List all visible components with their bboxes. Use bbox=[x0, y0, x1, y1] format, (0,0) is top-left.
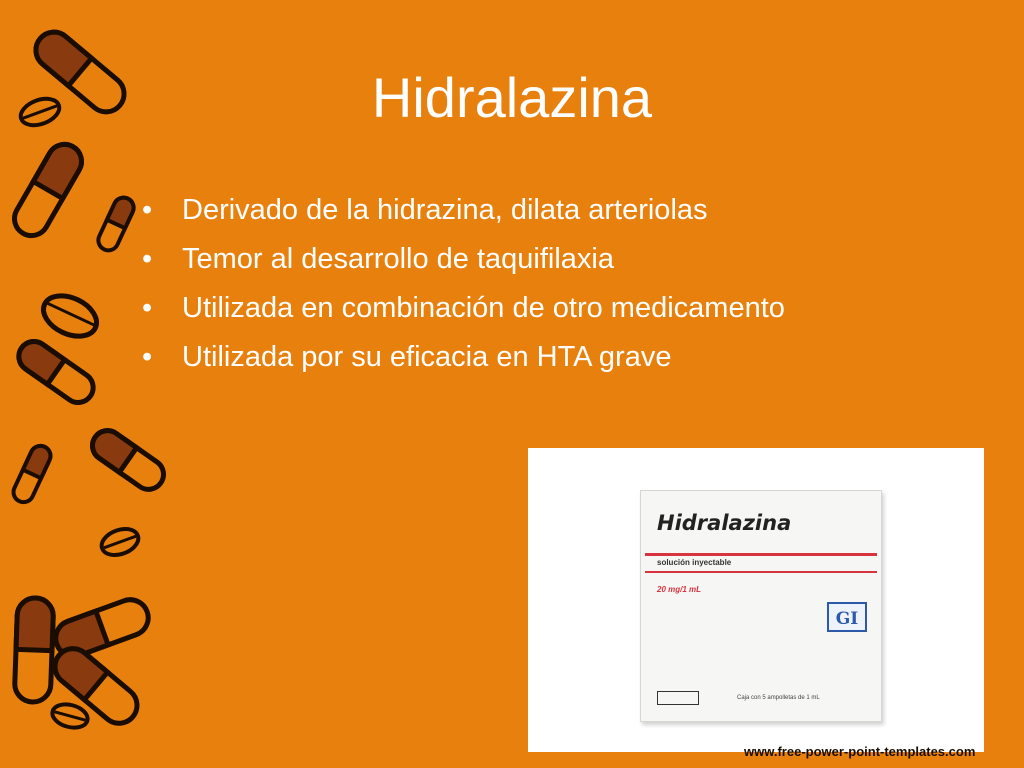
box-dose-label: 20 mg/1 mL bbox=[657, 585, 702, 594]
tablet-icon bbox=[50, 701, 90, 732]
capsule-icon bbox=[13, 336, 99, 409]
capsule-icon bbox=[87, 425, 170, 495]
product-photo bbox=[528, 448, 984, 752]
bullet-icon: • bbox=[142, 341, 153, 373]
bullet-icon: • bbox=[142, 243, 153, 275]
bullet-list bbox=[140, 186, 785, 382]
tablet-icon bbox=[17, 94, 63, 130]
capsule-icon bbox=[8, 138, 87, 242]
capsule-icon bbox=[95, 194, 137, 253]
bullet-item bbox=[140, 284, 785, 333]
box-solution-label: solución inyectable bbox=[657, 558, 732, 567]
pills-decoration bbox=[0, 0, 180, 768]
bullet-item bbox=[140, 235, 785, 284]
bullet-text: Utilizada por su eficacia en HTA grave bbox=[182, 341, 672, 373]
bullet-text: Temor al desarrollo de taquifilaxia bbox=[182, 243, 614, 275]
bullet-text: Derivado de la hidrazina, dilata arteriolas bbox=[182, 194, 708, 226]
bullet-text: Utilizada en combinación de otro medicamento bbox=[182, 292, 785, 324]
capsule-icon bbox=[14, 597, 54, 702]
box-stripe bbox=[645, 553, 877, 556]
bullet-icon: • bbox=[142, 194, 153, 226]
medicine-box bbox=[640, 490, 882, 722]
footer-website: www.free-power-point-templates.com bbox=[744, 744, 976, 759]
tablet-icon bbox=[98, 524, 142, 560]
box-stripe bbox=[645, 571, 877, 573]
slide-title: Hidralazina bbox=[371, 66, 653, 129]
bullet-icon: • bbox=[142, 292, 153, 324]
bullet-item bbox=[140, 333, 785, 382]
capsule-icon bbox=[10, 443, 53, 506]
gi-badge: GI bbox=[827, 602, 867, 632]
box-title: Hidralazina bbox=[657, 511, 792, 535]
bullet-item bbox=[140, 186, 785, 235]
manufacturer-logo bbox=[657, 691, 699, 705]
tablet-icon bbox=[37, 288, 103, 344]
box-footer-text: Caja con 5 ampolletas de 1 mL bbox=[737, 695, 820, 701]
